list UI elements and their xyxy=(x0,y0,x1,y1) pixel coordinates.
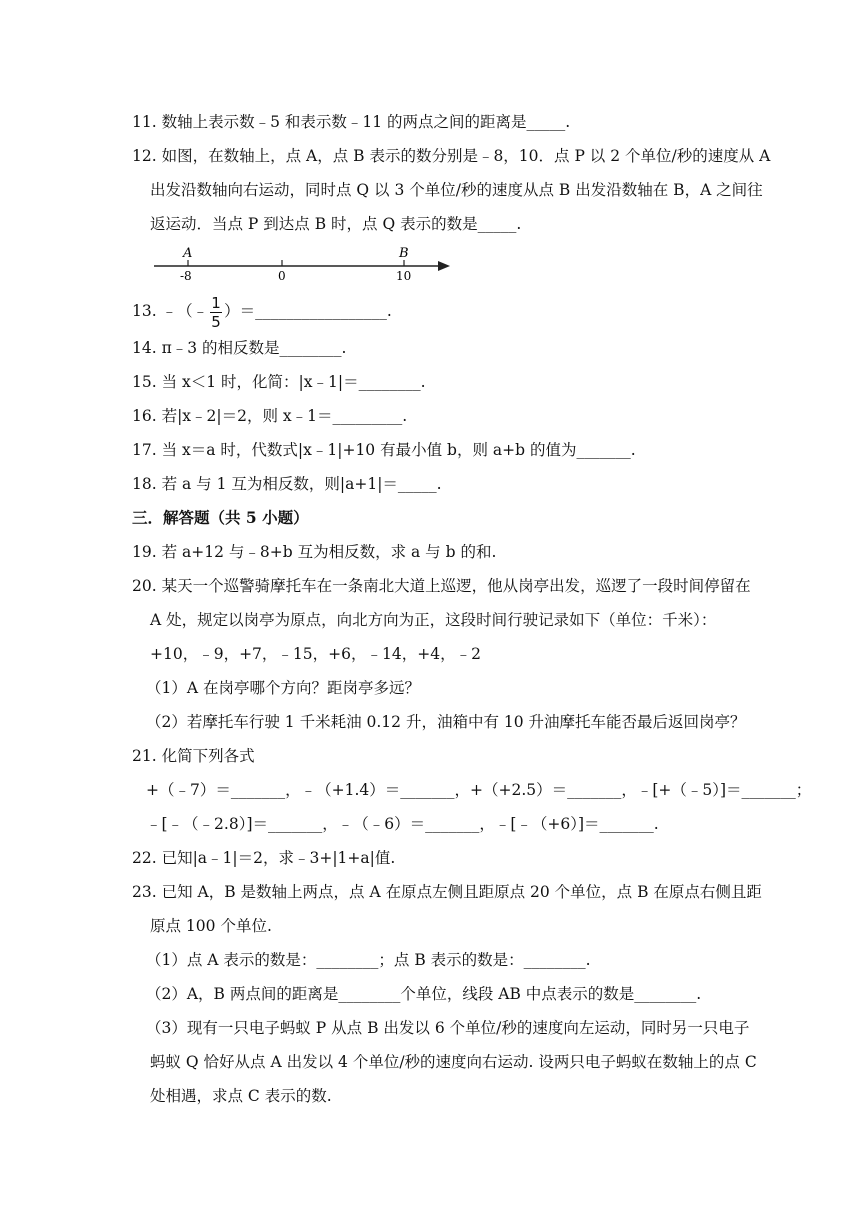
arrow-head-icon xyxy=(438,261,450,271)
question-11: 11. 数轴上表示数﹣5 和表示数﹣11 的两点之间的距离是_____. xyxy=(132,113,571,131)
question-23-part3-line1: （3）现有一只电子蚂蚁 P 从点 B 出发以 6 个单位/秒的速度向左运动，同时另一只电子 xyxy=(146,1019,750,1037)
question-23-part3-line3: 处相遇，求点 C 表示的数. xyxy=(150,1087,332,1105)
question-13-prefix: 13. ﹣（﹣ xyxy=(132,302,209,320)
question-15: 15. 当 x＜1 时，化简：|x﹣1|＝________. xyxy=(132,373,426,391)
question-23-part2: （2）A，B 两点间的距离是________个单位，线段 AB 中点表示的数是________. xyxy=(146,985,702,1003)
question-18: 18. 若 a 与 1 互为相反数，则|a+1|＝_____. xyxy=(132,475,442,493)
question-20-line2: A 处，规定以岗亭为原点，向北方向为正，这段时间行驶记录如下（单位：千米）： xyxy=(150,611,717,629)
section-3-heading: 三．解答题（共 5 小题） xyxy=(132,508,309,527)
question-14: 14. π﹣3 的相反数是________. xyxy=(132,339,347,357)
question-20-part1: （1）A 在岗亭哪个方向？距岗亭多远？ xyxy=(146,679,420,697)
fraction-denominator: 5 xyxy=(211,312,221,331)
number-line-figure xyxy=(150,244,460,282)
question-20-part2: （2）若摩托车行驶 1 千米耗油 0.12 升，油箱中有 10 升油摩托车能否最后返回岗亭？ xyxy=(146,713,746,731)
question-21-row1: +（﹣7）＝_______，﹣（+1.4）＝_______，+（+2.5）＝_______，﹣[+（﹣5）]＝_______； xyxy=(146,781,812,799)
question-19: 19. 若 a+12 与﹣8+b 互为相反数，求 a 与 b 的和. xyxy=(132,543,497,561)
tick-label-a: -8 xyxy=(180,269,192,282)
point-a-label: A xyxy=(183,246,193,261)
point-b-label: B xyxy=(399,246,409,261)
question-23-line2: 原点 100 个单位. xyxy=(150,917,272,935)
question-23-part3-line2: 蚂蚁 Q 恰好从点 A 出发以 4 个单位/秒的速度向右运动. 设两只电子蚂蚁在数轴上的点 C xyxy=(150,1053,757,1071)
question-22: 22. 已知|a﹣1|＝2，求﹣3+|1+a|值. xyxy=(132,849,396,867)
question-23-line1: 23. 已知 A，B 是数轴上两点，点 A 在原点左侧且距原点 20 个单位，点 B 在原点右侧且距 xyxy=(132,883,762,901)
question-12-line2: 出发沿数轴向右运动，同时点 Q 以 3 个单位/秒的速度从点 B 出发沿数轴在 B，A 之间往 xyxy=(150,181,763,199)
question-17: 17. 当 x＝a 时，代数式|x﹣1|+10 有最小值 b，则 a+b 的值为_______. xyxy=(132,441,636,459)
question-21-title: 21. 化简下列各式 xyxy=(132,747,255,765)
question-23-part1: （1）点 A 表示的数是：________；点 B 表示的数是：________. xyxy=(146,951,591,969)
fraction-one-fifth xyxy=(210,295,222,330)
question-12-line1: 12. 如图，在数轴上，点 A，点 B 表示的数分别是﹣8，10．点 P 以 2 个单位/秒的速度从 A xyxy=(132,147,771,165)
question-20-record: +10，﹣9，+7，﹣15，+6，﹣14，+4，﹣2 xyxy=(150,645,481,663)
question-13 xyxy=(132,292,392,330)
question-21-row2: ﹣[﹣（﹣2.8）]＝_______，﹣（﹣6）＝_______，﹣[﹣（+6）]＝_______. xyxy=(146,815,659,833)
question-13-suffix: ）＝_________________. xyxy=(224,302,392,320)
fraction-numerator: 1 xyxy=(211,293,221,312)
tick-label-0: 0 xyxy=(278,269,286,282)
question-12-line3: 返运动．当点 P 到达点 B 时，点 Q 表示的数是_____. xyxy=(150,215,522,233)
question-20-line1: 20. 某天一个巡警骑摩托车在一条南北大道上巡逻，他从岗亭出发，巡逻了一段时间停留在 xyxy=(132,577,751,595)
question-16: 16. 若|x﹣2|＝2，则 x﹣1＝_________. xyxy=(132,407,408,425)
tick-label-b: 10 xyxy=(396,269,412,282)
